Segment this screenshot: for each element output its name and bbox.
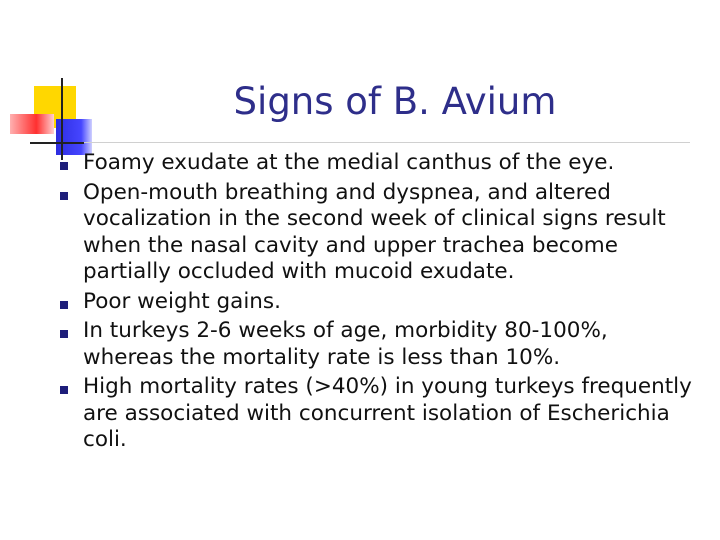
bullet-text: Open-mouth breathing and dyspnea, and altered vocalization in the second week of clinical signs result when the nasal cavity and upper trachea become partially occluded with mucoid exudate. (83, 179, 666, 284)
bullet-item (60, 289, 700, 316)
bullet-item (60, 374, 700, 454)
decorative-logo (0, 0, 110, 170)
bullet-marker-icon (60, 386, 68, 394)
bullet-marker-icon (60, 330, 68, 338)
bullet-marker-icon (60, 162, 68, 170)
bullet-text: In turkeys 2-6 weeks of age, morbidity 80-100%, whereas the mortality rate is less than 10%. (83, 318, 608, 370)
bullet-list (60, 150, 700, 457)
bullet-marker-icon (60, 192, 68, 200)
logo-horizontal-line (30, 142, 84, 144)
logo-vertical-line (61, 78, 63, 160)
title-divider (84, 142, 690, 143)
bullet-marker-icon (60, 301, 68, 309)
bullet-item (60, 150, 700, 177)
bullet-text: Foamy exudate at the medial canthus of the eye. (83, 150, 615, 175)
bullet-item (60, 318, 700, 371)
bullet-item (60, 180, 700, 286)
bullet-text: High mortality rates (>40%) in young turkeys frequently are associated with concurrent isolation of Escherichia coli. (83, 374, 692, 452)
logo-red-bar (10, 114, 54, 134)
slide-title: Signs of B. Avium (233, 80, 557, 123)
bullet-text: Poor weight gains. (83, 288, 281, 314)
